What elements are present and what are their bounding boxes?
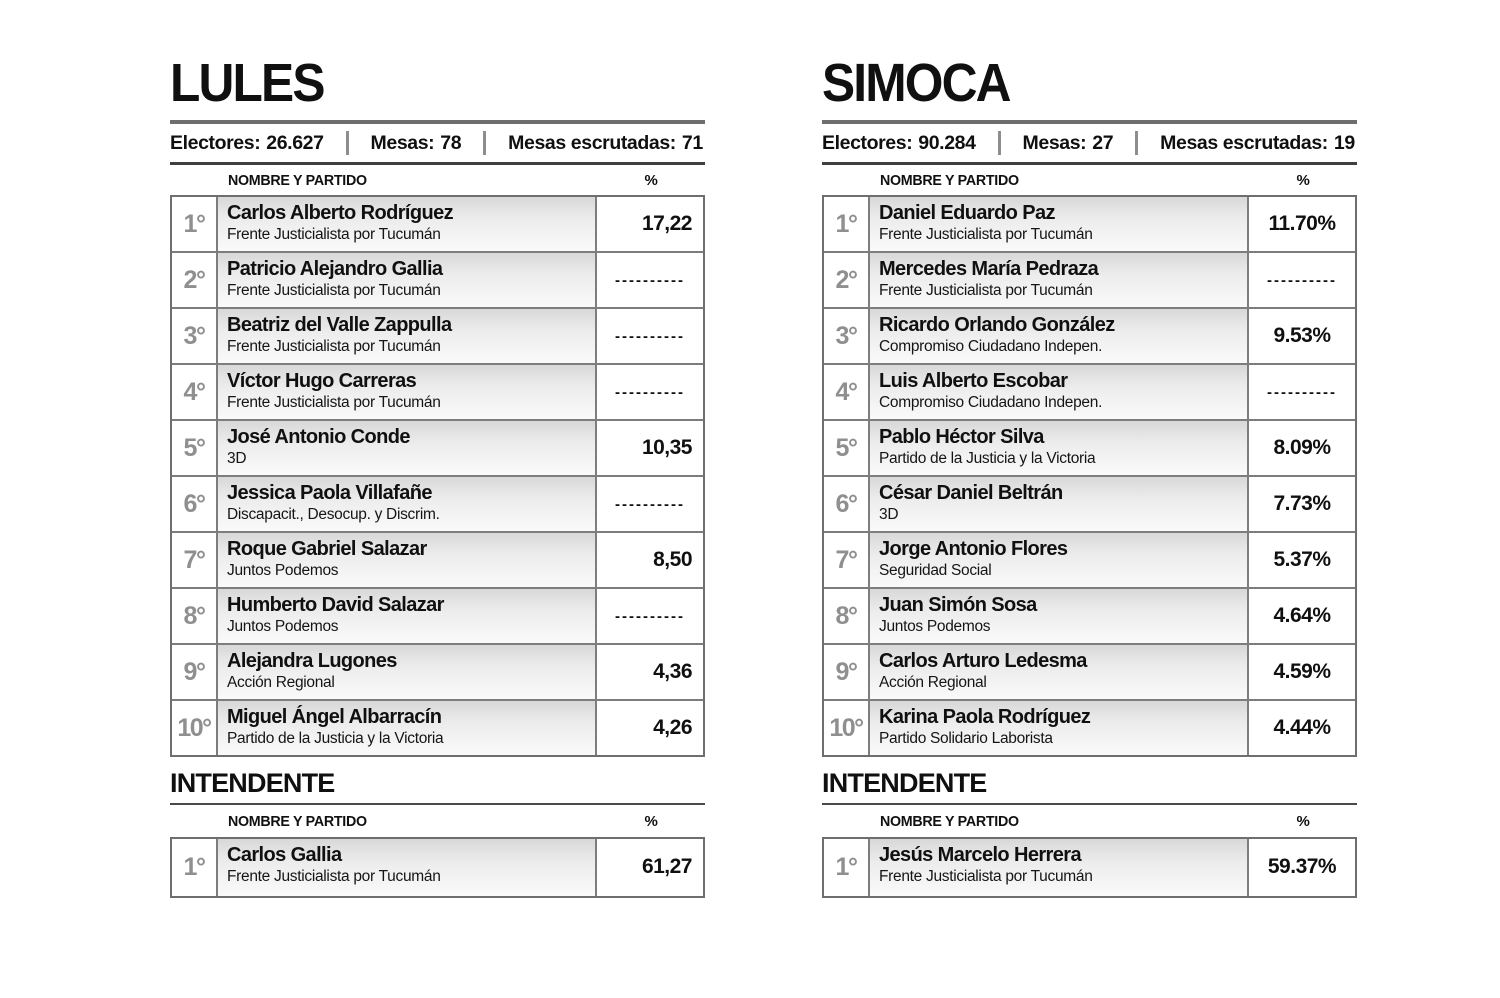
candidate-party: Compromiso Ciudadano Indepen. [879, 394, 1103, 411]
result-row [824, 699, 1355, 755]
mesas-escrutadas-stat [508, 132, 703, 155]
candidate-cell [218, 701, 597, 755]
intendente-heading: INTENDENTE [170, 768, 335, 798]
result-row [824, 419, 1355, 475]
mesas-escrutadas-value: 19 [1333, 131, 1355, 154]
intendente-table [822, 837, 1357, 898]
mesas-label: Mesas: [370, 131, 435, 154]
rank-cell: 10° [824, 701, 870, 755]
column-header-name: NOMBRE Y PARTIDO [228, 813, 367, 831]
candidate-cell [870, 533, 1249, 587]
percent-cell: 4,26 [597, 701, 703, 755]
column-header-name: NOMBRE Y PARTIDO [880, 813, 1019, 831]
rank-cell: 3° [824, 309, 870, 363]
candidate-party: 3D [879, 506, 899, 523]
mesas-stat [371, 132, 462, 155]
stats-bar [170, 124, 705, 162]
stats-bar [822, 124, 1357, 162]
percent-cell: ---------- [597, 253, 703, 307]
candidate-party: Acción Regional [879, 674, 987, 691]
mesas-label: Mesas: [1022, 131, 1087, 154]
result-row [172, 839, 703, 896]
candidate-name: Carlos Gallia [227, 843, 342, 866]
mesas-escrutadas-label: Mesas escrutadas: [1160, 131, 1328, 154]
candidate-party: Frente Justicialista por Tucumán [227, 338, 441, 355]
candidate-cell [870, 197, 1249, 251]
mesas-escrutadas-label: Mesas escrutadas: [508, 131, 676, 154]
rank-cell: 4° [824, 365, 870, 419]
candidate-cell [218, 197, 597, 251]
candidate-name: Alejandra Lugones [227, 650, 397, 672]
intendente-divider [822, 803, 1357, 805]
result-row [172, 531, 703, 587]
results-table [822, 195, 1357, 757]
candidate-party: Frente Justicialista por Tucumán [227, 282, 441, 299]
electores-label: Electores: [822, 131, 913, 154]
percent-cell: 4.64% [1249, 589, 1355, 643]
candidate-party: Juntos Podemos [227, 618, 339, 635]
result-row [824, 839, 1355, 896]
table-header [822, 165, 1357, 195]
rank-cell: 2° [824, 253, 870, 307]
rank-cell: 6° [172, 477, 218, 531]
intendente-table [170, 837, 705, 898]
candidate-cell [870, 253, 1249, 307]
mesas-escrutadas-stat [1160, 132, 1355, 155]
intendente-table-header [822, 807, 1357, 837]
municipality-simoca [822, 53, 1357, 898]
candidate-cell [218, 645, 597, 699]
result-row [172, 643, 703, 699]
rank-cell: 1° [172, 197, 218, 251]
candidate-cell [218, 421, 597, 475]
stats-separator [346, 131, 349, 155]
candidate-name: Jessica Paola Villafañe [227, 482, 432, 504]
rank-cell: 9° [172, 645, 218, 699]
percent-cell: 4.59% [1249, 645, 1355, 699]
rank-cell: 5° [824, 421, 870, 475]
result-row [824, 197, 1355, 251]
candidate-name: Ricardo Orlando González [879, 314, 1115, 336]
candidate-name: Patricio Alejandro Gallia [227, 258, 443, 280]
rank-cell: 9° [824, 645, 870, 699]
candidate-name: César Daniel Beltrán [879, 482, 1063, 504]
candidate-cell [218, 309, 597, 363]
intendente-table-header [170, 807, 705, 837]
candidate-name: Daniel Eduardo Paz [879, 202, 1055, 224]
result-row [824, 307, 1355, 363]
result-row [824, 251, 1355, 307]
mesas-stat [1023, 132, 1114, 155]
candidate-party: Discapacit., Desocup. y Discrim. [227, 506, 440, 523]
column-header-percent: % [644, 813, 658, 831]
percent-cell: ---------- [597, 589, 703, 643]
column-header-name: NOMBRE Y PARTIDO [228, 171, 367, 189]
result-row [172, 251, 703, 307]
result-row [824, 587, 1355, 643]
candidate-party: 3D [227, 450, 247, 467]
intendente-heading: INTENDENTE [822, 768, 987, 798]
candidate-name: Humberto David Salazar [227, 594, 444, 616]
candidate-cell [870, 645, 1249, 699]
municipality-lules [170, 53, 705, 898]
rank-cell: 1° [824, 197, 870, 251]
rank-cell: 1° [172, 839, 218, 896]
percent-cell: 11.70% [1249, 197, 1355, 251]
candidate-name: Carlos Alberto Rodríguez [227, 202, 453, 224]
municipality-title: LULES [170, 53, 324, 113]
candidate-cell [870, 589, 1249, 643]
rank-cell: 8° [172, 589, 218, 643]
electores-label: Electores: [170, 131, 261, 154]
candidate-name: Beatriz del Valle Zappulla [227, 314, 452, 336]
candidate-party: Frente Justicialista por Tucumán [227, 394, 441, 411]
rank-cell: 8° [824, 589, 870, 643]
table-header [170, 165, 705, 195]
result-row [172, 475, 703, 531]
candidate-cell [218, 589, 597, 643]
percent-cell: 61,27 [597, 839, 703, 896]
percent-cell: ---------- [597, 309, 703, 363]
result-row [172, 307, 703, 363]
candidate-cell [218, 365, 597, 419]
candidate-cell [870, 839, 1249, 896]
percent-cell: 9.53% [1249, 309, 1355, 363]
electores-stat [822, 132, 976, 155]
candidate-party: Juntos Podemos [879, 618, 991, 635]
candidate-party: Frente Justicialista por Tucumán [227, 226, 441, 243]
result-row [172, 363, 703, 419]
column-header-percent: % [1296, 171, 1310, 189]
candidate-cell [218, 533, 597, 587]
mesas-escrutadas-value: 71 [681, 131, 703, 154]
percent-cell: ---------- [1249, 253, 1355, 307]
percent-cell: 8.09% [1249, 421, 1355, 475]
rank-cell: 1° [824, 839, 870, 896]
result-row [172, 197, 703, 251]
candidate-party: Partido de la Justicia y la Victoria [879, 450, 1096, 467]
candidate-name: Jorge Antonio Flores [879, 538, 1068, 560]
candidate-name: Juan Simón Sosa [879, 594, 1037, 616]
result-row [824, 363, 1355, 419]
result-row [172, 419, 703, 475]
candidate-cell [218, 477, 597, 531]
percent-cell: 4,36 [597, 645, 703, 699]
candidate-party: Frente Justicialista por Tucumán [879, 867, 1093, 885]
candidate-cell [870, 421, 1249, 475]
candidate-cell [870, 309, 1249, 363]
stats-separator [998, 131, 1001, 155]
percent-cell: 59.37% [1249, 839, 1355, 896]
candidate-name: Víctor Hugo Carreras [227, 370, 417, 392]
percent-cell: 7.73% [1249, 477, 1355, 531]
candidate-cell [870, 477, 1249, 531]
electores-stat [170, 132, 324, 155]
rank-cell: 6° [824, 477, 870, 531]
result-row [824, 643, 1355, 699]
candidate-party: Partido de la Justicia y la Victoria [227, 730, 444, 747]
rank-cell: 7° [172, 533, 218, 587]
result-row [172, 587, 703, 643]
candidate-name: Roque Gabriel Salazar [227, 538, 427, 560]
rank-cell: 7° [824, 533, 870, 587]
candidate-cell [218, 839, 597, 896]
percent-cell: ---------- [597, 365, 703, 419]
candidate-name: Pablo Héctor Silva [879, 426, 1044, 448]
result-row [824, 475, 1355, 531]
intendente-divider [170, 803, 705, 805]
electores-value: 90.284 [918, 131, 976, 154]
rank-cell: 2° [172, 253, 218, 307]
mesas-value: 78 [440, 131, 462, 154]
column-header-name: NOMBRE Y PARTIDO [880, 171, 1019, 189]
candidate-party: Acción Regional [227, 674, 335, 691]
candidate-name: Luis Alberto Escobar [879, 370, 1068, 392]
candidate-name: Karina Paola Rodríguez [879, 706, 1091, 728]
column-header-percent: % [644, 171, 658, 189]
stats-separator [1135, 131, 1138, 155]
candidate-name: Mercedes María Pedraza [879, 258, 1099, 280]
result-row [824, 531, 1355, 587]
rank-cell: 5° [172, 421, 218, 475]
percent-cell: ---------- [1249, 365, 1355, 419]
percent-cell: 8,50 [597, 533, 703, 587]
candidate-name: Miguel Ángel Albarracín [227, 706, 442, 728]
candidate-name: José Antonio Conde [227, 426, 410, 448]
candidate-cell [218, 253, 597, 307]
stats-separator [483, 131, 486, 155]
candidate-cell [870, 701, 1249, 755]
candidate-name: Jesús Marcelo Herrera [879, 843, 1081, 866]
candidate-party: Frente Justicialista por Tucumán [879, 226, 1093, 243]
rank-cell: 4° [172, 365, 218, 419]
candidate-party: Juntos Podemos [227, 562, 339, 579]
percent-cell: 4.44% [1249, 701, 1355, 755]
percent-cell: 10,35 [597, 421, 703, 475]
results-table [170, 195, 705, 757]
mesas-value: 27 [1092, 131, 1114, 154]
percent-cell: 17,22 [597, 197, 703, 251]
rank-cell: 10° [172, 701, 218, 755]
candidate-party: Compromiso Ciudadano Indepen. [879, 338, 1103, 355]
column-header-percent: % [1296, 813, 1310, 831]
candidate-name: Carlos Arturo Ledesma [879, 650, 1087, 672]
candidate-party: Partido Solidario Laborista [879, 730, 1053, 747]
electores-value: 26.627 [266, 131, 324, 154]
result-row [172, 699, 703, 755]
candidate-party: Frente Justicialista por Tucumán [879, 282, 1093, 299]
rank-cell: 3° [172, 309, 218, 363]
candidate-party: Frente Justicialista por Tucumán [227, 867, 441, 885]
percent-cell: ---------- [597, 477, 703, 531]
percent-cell: 5.37% [1249, 533, 1355, 587]
candidate-party: Seguridad Social [879, 562, 992, 579]
candidate-cell [870, 365, 1249, 419]
municipality-title: SIMOCA [822, 53, 1010, 113]
